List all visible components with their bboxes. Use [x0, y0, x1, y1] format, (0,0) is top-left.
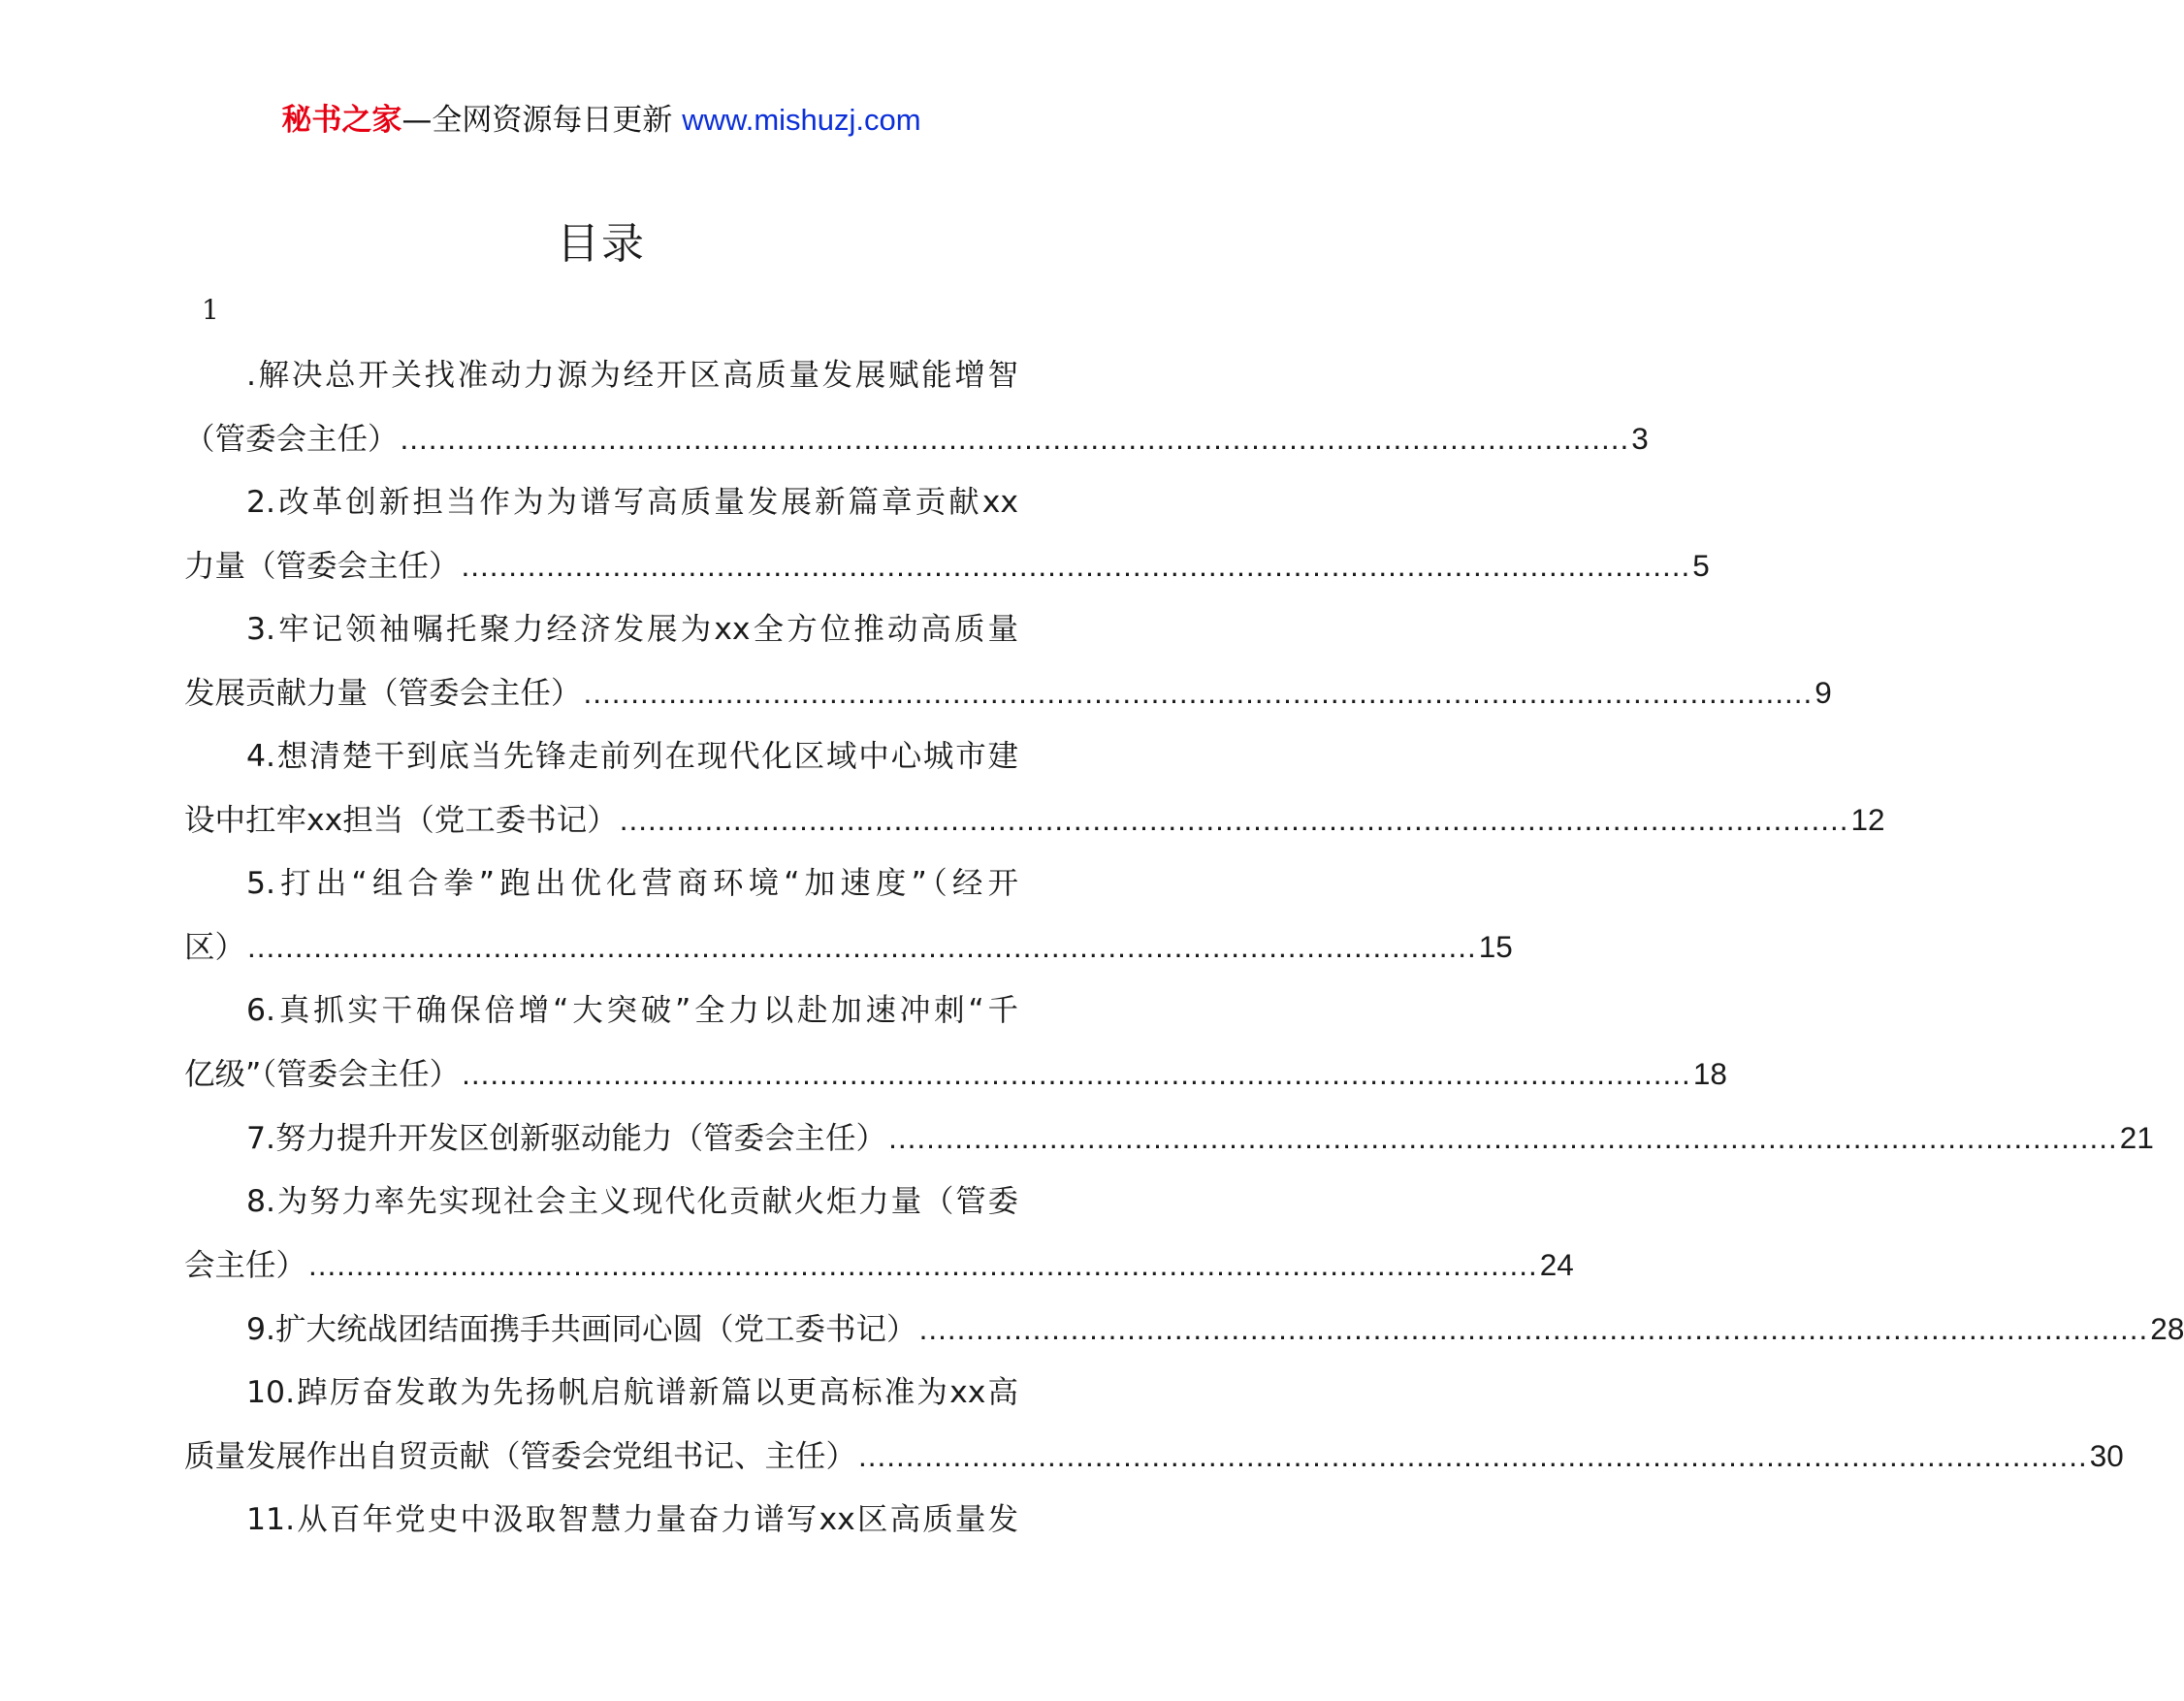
toc-entry-title-line2: 力量（管委会主任） [184, 549, 460, 584]
toc-entry[interactable] [184, 1107, 2154, 1171]
dot-leader: .................................................................................................................................. [619, 802, 1849, 837]
brand-name: 秘书之家 [281, 103, 402, 138]
toc-page-number: 24 [1539, 1247, 1574, 1282]
toc-entry-title: 9.扩大统战团结面携手共画同心圆（党工委书记） [246, 1312, 917, 1347]
toc-entry-title-line1: 2.改革创新担当作为为谱写高质量发展新篇章贡献xx [246, 485, 1018, 520]
dot-leader: .................................................................................................................................. [888, 1120, 2118, 1155]
dot-leader: .................................................................................................................................. [247, 929, 1477, 964]
toc-entry[interactable] [184, 1298, 2184, 1362]
toc-entry-title-line1: .解决总开关找准动力源为经开区高质量发展赋能增智 [246, 358, 1018, 393]
toc-entry[interactable] [184, 344, 1649, 471]
dot-leader: .................................................................................................................................. [462, 1056, 1691, 1091]
table-of-contents [184, 344, 2184, 1552]
list-marker: 1 [202, 294, 219, 326]
site-header [0, 99, 1203, 142]
toc-entry[interactable] [184, 1362, 2124, 1489]
toc-entry-title-line2: 设中扛牢xx担当（党工委书记） [184, 803, 618, 838]
site-url[interactable]: www.mishuzj.com [682, 103, 921, 137]
toc-page-number: 5 [1692, 548, 1710, 583]
toc-entry-title-line1: 5.打出“组合拳”跑出优化营商环境“加速度”（经开 [246, 866, 1018, 901]
dot-leader: .................................................................................................................................. [583, 675, 1814, 710]
toc-entry-title-line1: 11.从百年党史中汲取智慧力量奋力谱写xx区高质量发 [246, 1502, 1018, 1537]
toc-entry[interactable] [184, 725, 1885, 852]
toc-entry-title-line2: 发展贡献力量（管委会主任） [184, 676, 582, 711]
dot-leader: .................................................................................................................................. [308, 1247, 1538, 1282]
toc-entry-title-line1: 8.为努力率先实现社会主义现代化贡献火炬力量（管委 [246, 1184, 1018, 1219]
toc-entry[interactable] [184, 471, 1710, 598]
page-title: 目录 [557, 219, 646, 269]
toc-page-number: 3 [1631, 421, 1649, 456]
toc-entry-title-line1: 6.真抓实干确保倍增“大突破”全力以赴加速冲刺“千 [246, 993, 1018, 1028]
toc-page-number: 30 [2089, 1438, 2124, 1473]
toc-entry-title-line1: 3.牢记领袖嘱托聚力经济发展为xx全方位推动高质量 [246, 612, 1018, 647]
toc-entry[interactable] [184, 852, 1513, 979]
dot-leader: .................................................................................................................................. [918, 1311, 2149, 1346]
toc-entry-title-line2: 质量发展作出自贸贡献（管委会党组书记、主任） [184, 1439, 857, 1474]
toc-entry-title: 7.努力提升开发区创新驱动能力（管委会主任） [246, 1121, 887, 1156]
dot-leader: .................................................................................................................................. [461, 548, 1691, 583]
toc-page-number: 28 [2150, 1311, 2184, 1346]
dot-leader: .................................................................................................................................. [858, 1438, 2088, 1473]
dot-leader: .................................................................................................................................. [400, 421, 1630, 456]
toc-entry-title-line1: 10.踔厉奋发敢为先扬帆启航谱新篇以更高标准为xx高 [246, 1375, 1018, 1410]
toc-page-number: 15 [1478, 929, 1513, 964]
toc-page-number: 21 [2119, 1120, 2154, 1155]
toc-entry-title-line2: 区） [184, 930, 246, 965]
toc-entry-title-line2: 亿级”（管委会主任） [184, 1057, 461, 1092]
toc-entry[interactable] [184, 1171, 1574, 1298]
toc-entry-title-line2: 会主任） [184, 1248, 307, 1283]
toc-entry[interactable] [184, 979, 1727, 1107]
toc-entry[interactable] [184, 598, 1832, 725]
header-tagline: —全网资源每日更新 [401, 103, 673, 138]
toc-entry-title-line1: 4.想清楚干到底当先锋走前列在现代化区域中心城市建 [246, 739, 1018, 774]
toc-page-number: 12 [1850, 802, 1885, 837]
toc-page-number: 18 [1692, 1056, 1727, 1091]
toc-entry-title-line2: （管委会主任） [184, 422, 399, 457]
toc-page-number: 9 [1815, 675, 1832, 710]
toc-entry[interactable] [184, 1489, 1018, 1552]
